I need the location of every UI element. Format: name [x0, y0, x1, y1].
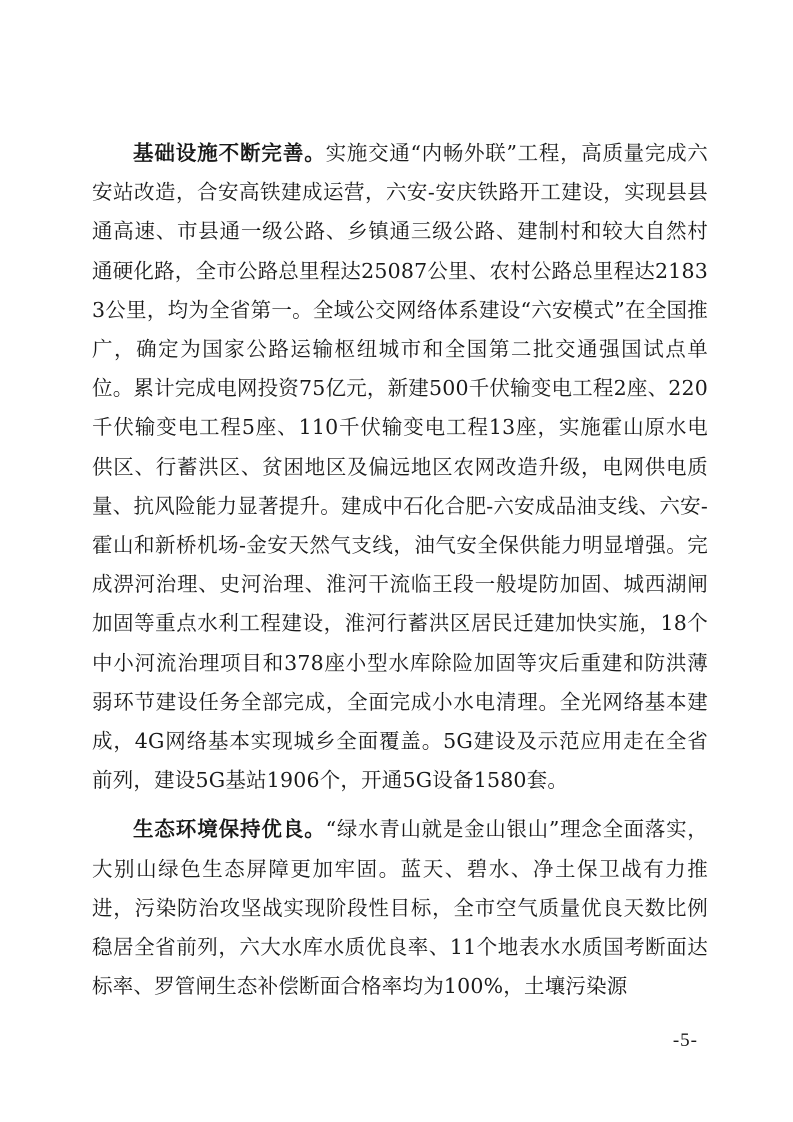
- page-content: [92, 134, 708, 1006]
- paragraph-infrastructure: [92, 134, 708, 800]
- page-number: -5-: [672, 1030, 698, 1051]
- paragraph-environment: [92, 810, 708, 1006]
- paragraph-body-text: “绿水青山就是金山银山”理念全面落实，大别山绿色生态屏障更加牢固。蓝天、碧水、净土保卫战有力推进，污染防治攻坚战实现阶段性目标，全市空气质量优良天数比例稳居全省前列，六大水库水质优良率、11个地表水水质国考断面达标率、罗管闸生态补偿断面合格率均为100%，土壤污染源: [92, 817, 708, 999]
- paragraph-lead-heading: 基础设施不断完善。: [133, 141, 326, 165]
- paragraph-body-text: 实施交通“内畅外联”工程，高质量完成六安站改造，合安高铁建成运营，六安-安庆铁路开工建设，实现县县通高速、市县通一级公路、乡镇通三级公路、建制村和较大自然村通硬化路，全市公路总里程达25087公里、农村公路总里程达21833公里，均为全省第一。全域公交网络体系建设“六安模式”在全国推广，确定为国家公路运输枢纽城市和全国第二批交通强国试点单位。累计完成电网投资75亿元，新建500千伏输变电工程2座、220千伏输变电工程5座、110千伏输变电工程13座，实施霍山原水电供区、行蓄洪区、贫困地区及偏远地区农网改造升级，电网供电质量、抗风险能力显著提升。建成中石化合肥-六安成品油支线、六安-霍山和新桥机场-金安天然气支线，油气安全保供能力明显增强。完成淠河治理、史河治理、淮河干流临王段一般堤防加固、城西湖闸加固等重点水利工程建设，淮河行蓄洪区居民迁建加快实施，18个中小河流治理项目和378座小型水库除险加固等灾后重建和防洪薄弱环节建设任务全部完成，全面完成小水电清理。全光网络基本建成，4G网络基本实现城乡全面覆盖。5G建设及示范应用走在全省前列，建设5G基站1906个，开通5G设备1580套。: [92, 141, 708, 793]
- paragraph-lead-heading: 生态环境保持优良。: [133, 817, 326, 842]
